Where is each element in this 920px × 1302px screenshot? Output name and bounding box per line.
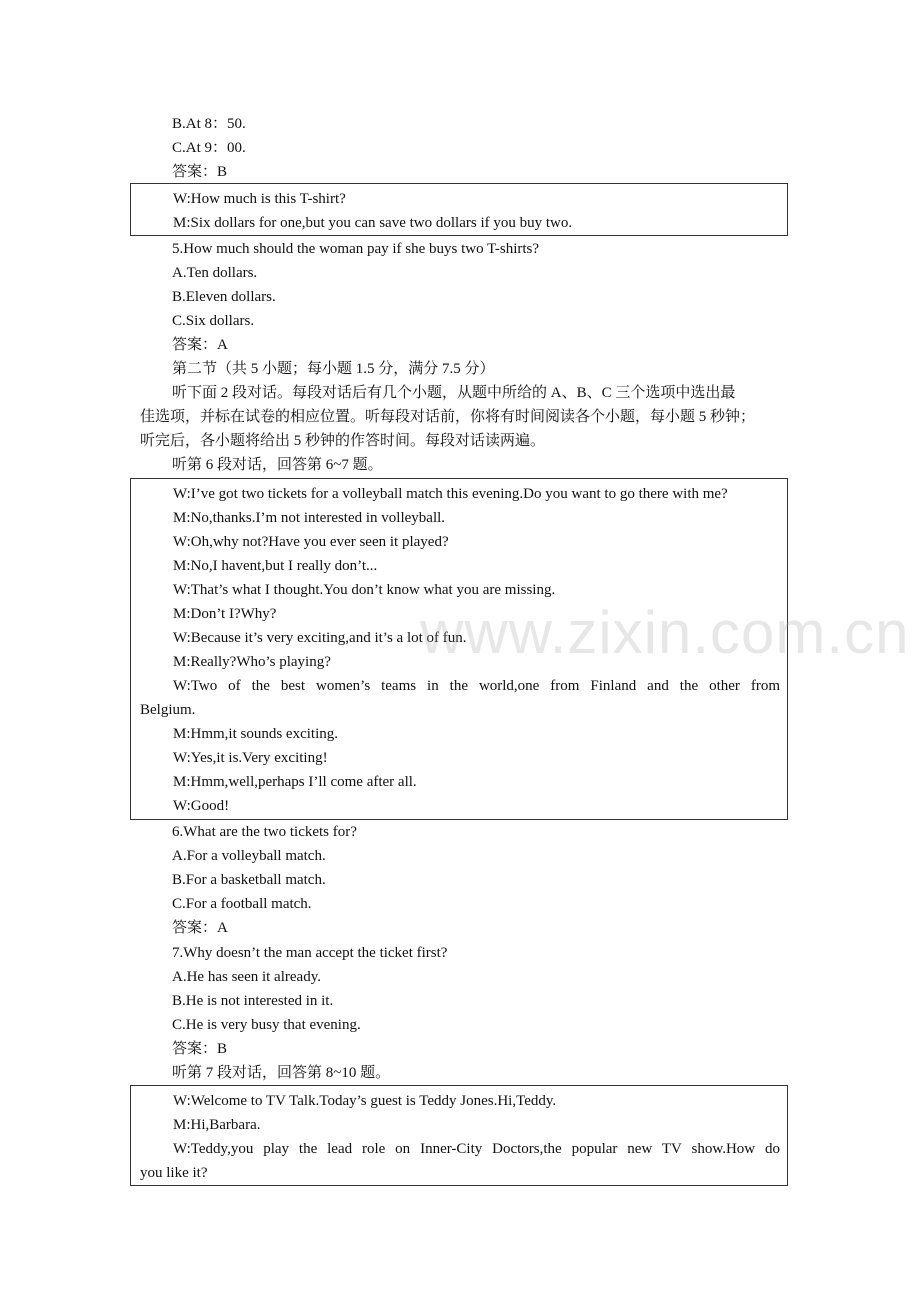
dialog-line: M:Really?Who’s playing?	[173, 654, 331, 670]
dialog-line: W:I’ve got two tickets for a volleyball match this evening.Do you want to go there with me?	[173, 486, 728, 502]
instructions-line: 听完后，各小题将给出 5 秒钟的作答时间。每段对话读两遍。	[140, 433, 546, 449]
instructions-line: 佳选项，并标在试卷的相应位置。听每段对话前，你将有时间阅读各个小题，每小题 5 秒钟；	[140, 409, 756, 425]
option-b: B.For a basketball match.	[172, 872, 326, 888]
question-7: 7.Why doesn’t the man accept the ticket first?	[172, 945, 448, 961]
answer: 答案：B	[172, 164, 228, 180]
dialog-line: W:Good!	[173, 798, 230, 814]
dialog-line: W:Yes,it is.Very exciting!	[173, 750, 328, 766]
dialog-line: M:No,I havent,but I really don’t...	[173, 558, 378, 574]
dialog-line: M:Six dollars for one,but you can save two dollars if you buy two.	[173, 215, 573, 231]
question-6: 6.What are the two tickets for?	[172, 824, 357, 840]
dialog-box-5	[130, 183, 788, 236]
instructions-line: 听下面 2 段对话。每段对话后有几个小题，从题中所给的 A、B、C 三个选项中选出最	[172, 385, 736, 401]
option-b: B.Eleven dollars.	[172, 289, 276, 305]
section-title: 第二节（共 5 小题；每小题 1.5 分，满分 7.5 分）	[172, 361, 495, 377]
watermark: www.zixin.com.cn	[420, 599, 910, 666]
dialog-line: M:Hi,Barbara.	[173, 1117, 261, 1133]
dialog-line: M:Don’t I?Why?	[173, 606, 277, 622]
option-a: A.He has seen it already.	[172, 969, 321, 985]
dialog-line-continued: you like it?	[140, 1165, 208, 1181]
dialog-line: W:How much is this T-shirt?	[173, 191, 346, 207]
dialog-box-7	[130, 1085, 788, 1186]
option-c: C.He is very busy that evening.	[172, 1017, 361, 1033]
dialog-line: M:No,thanks.I’m not interested in volleyball.	[173, 510, 446, 526]
option-c: C.Six dollars.	[172, 313, 255, 329]
option-a: A.Ten dollars.	[172, 265, 258, 281]
dialog-line: W:Because it’s very exciting,and it’s a lot of fun.	[173, 630, 467, 646]
option-b: B.He is not interested in it.	[172, 993, 334, 1009]
dialog-line: W:Oh,why not?Have you ever seen it played?	[173, 534, 449, 550]
answer: 答案：A	[172, 920, 228, 936]
part-heading-6: 听第 6 段对话，回答第 6~7 题。	[172, 457, 383, 473]
dialog-line: W:Welcome to TV Talk.Today’s guest is Teddy Jones.Hi,Teddy.	[173, 1093, 557, 1109]
option-a: A.For a volleyball match.	[172, 848, 326, 864]
option-c: C.For a football match.	[172, 896, 312, 912]
dialog-line: W:That’s what I thought.You don’t know what you are missing.	[173, 582, 556, 598]
dialog-line: M:Hmm,well,perhaps I’ll come after all.	[173, 774, 417, 790]
option-c: C.At 9：00.	[172, 140, 246, 156]
dialog-box-6	[130, 478, 788, 820]
answer: 答案：B	[172, 1041, 228, 1057]
part-heading-7: 听第 7 段对话，回答第 8~10 题。	[172, 1065, 391, 1081]
answer: 答案：A	[172, 337, 228, 353]
question-5: 5.How much should the woman pay if she buys two T-shirts?	[172, 241, 540, 257]
dialog-line-continued: Belgium.	[140, 702, 196, 718]
dialog-line: W:Teddy,you play the lead role on Inner-City Doctors,the popular new TV show.How do	[173, 1141, 780, 1157]
option-b: B.At 8：50.	[172, 116, 246, 132]
dialog-line: M:Hmm,it sounds exciting.	[173, 726, 338, 742]
dialog-line: W:Two of the best women’s teams in the world,one from Finland and the other from	[173, 678, 780, 694]
